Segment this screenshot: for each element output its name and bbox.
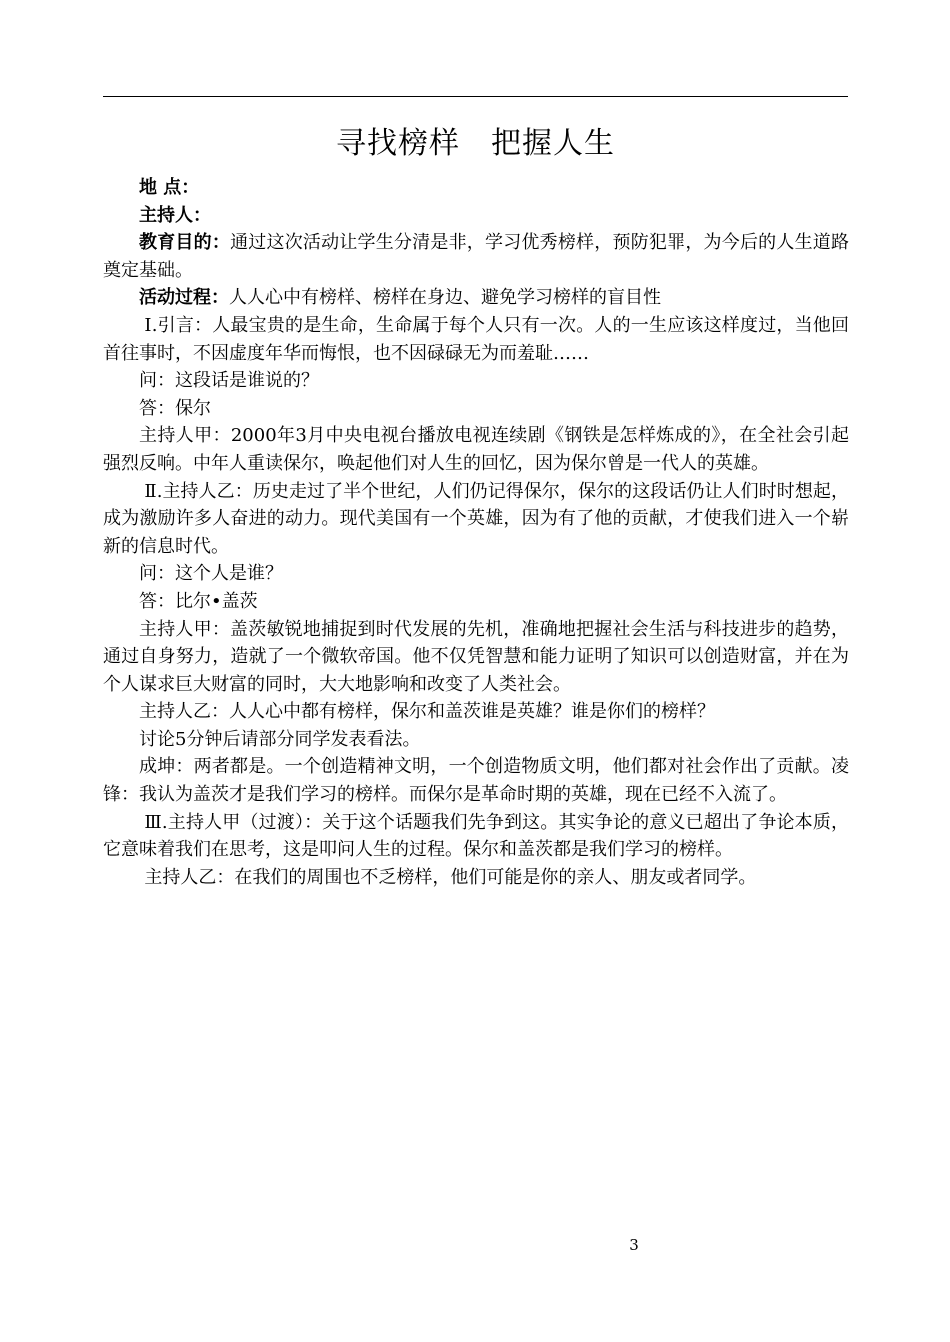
purpose-label: 教育目的： xyxy=(139,232,231,254)
body-paragraph: 成坤：两者都是。一个创造精神文明，一个创造物质文明，他们都对社会作出了贡献。凌锋：我认为盖茨才是我们学习的榜样。而保尔是革命时期的英雄，现在已经不入流了。 xyxy=(103,756,849,806)
process-text: 人人心中有榜样、榜样在身边、避免学习榜样的盲目性 xyxy=(229,287,661,309)
body-paragraph: 主持人甲：2000年3月中央电视台播放电视连续剧《钢铁是怎样炼成的》，在全社会引起强烈反响。中年人重读保尔，唤起他们对人生的回忆，因为保尔曾是一代人的英雄。 xyxy=(103,425,849,474)
purpose-text: 通过这次活动让学生分清是非，学习优秀榜样，预防犯罪，为今后的人生道路奠定基础。 xyxy=(103,232,850,281)
page-number: 3 xyxy=(629,1236,639,1254)
document-body xyxy=(103,174,849,891)
process-label: 活动过程： xyxy=(139,287,229,309)
question-line: 问：这个人是谁？ xyxy=(139,563,283,585)
body-paragraph: 主持人乙：在我们的周围也不乏榜样，他们可能是你的亲人、朋友或者同学。 xyxy=(144,866,757,888)
body-paragraph: 讨论5分钟后请部分同学发表看法。 xyxy=(139,728,421,750)
purpose-paragraph xyxy=(103,229,849,284)
location-line xyxy=(103,174,849,202)
section-paragraph: Ⅲ.主持人甲（过渡）：关于这个话题我们先争到这。其实争论的意义已超出了争论本质，它意味着我们在思考，这是叩问人生的过程。保尔和盖茨都是我们学习的榜样。 xyxy=(103,811,849,861)
answer-line: 答：保尔 xyxy=(139,397,211,419)
body-paragraph: 主持人乙：人人心中都有榜样，保尔和盖茨谁是英雄？谁是你们的榜样？ xyxy=(139,701,715,723)
location-label: 地 点： xyxy=(139,177,200,198)
page-title: 寻找榜样 把握人生 xyxy=(336,126,615,161)
section-paragraph: Ⅱ.主持人乙：历史走过了半个世纪，人们仍记得保尔，保尔的这段话仍让人们时时想起，成为激励许多人奋进的动力。现代美国有一个英雄，因为有了他的贡献，才使我们进入一个崭新的信息时代。 xyxy=(103,480,849,557)
host-line xyxy=(103,202,849,230)
process-paragraph xyxy=(103,284,849,312)
body-paragraph: 主持人甲：盖茨敏锐地捕捉到时代发展的先机，准确地把握社会生活与科技进步的趋势，通过自身努力，造就了一个微软帝国。他不仅凭智慧和能力证明了知识可以创造财富，并在为个人谋求巨大财富的同时，大大地影响和改变了人类社会。 xyxy=(103,618,849,695)
host-label: 主持人： xyxy=(139,204,211,226)
header-rule xyxy=(103,96,848,97)
answer-line: 答：比尔•盖茨 xyxy=(139,590,258,612)
question-line: 问：这段话是谁说的？ xyxy=(139,370,319,392)
intro-paragraph: Ⅰ.引言：人最宝贵的是生命，生命属于每个人只有一次。人的一生应该这样度过，当他回首往事时，不因虚度年华而悔恨，也不因碌碌无为而羞耻…… xyxy=(103,314,849,364)
